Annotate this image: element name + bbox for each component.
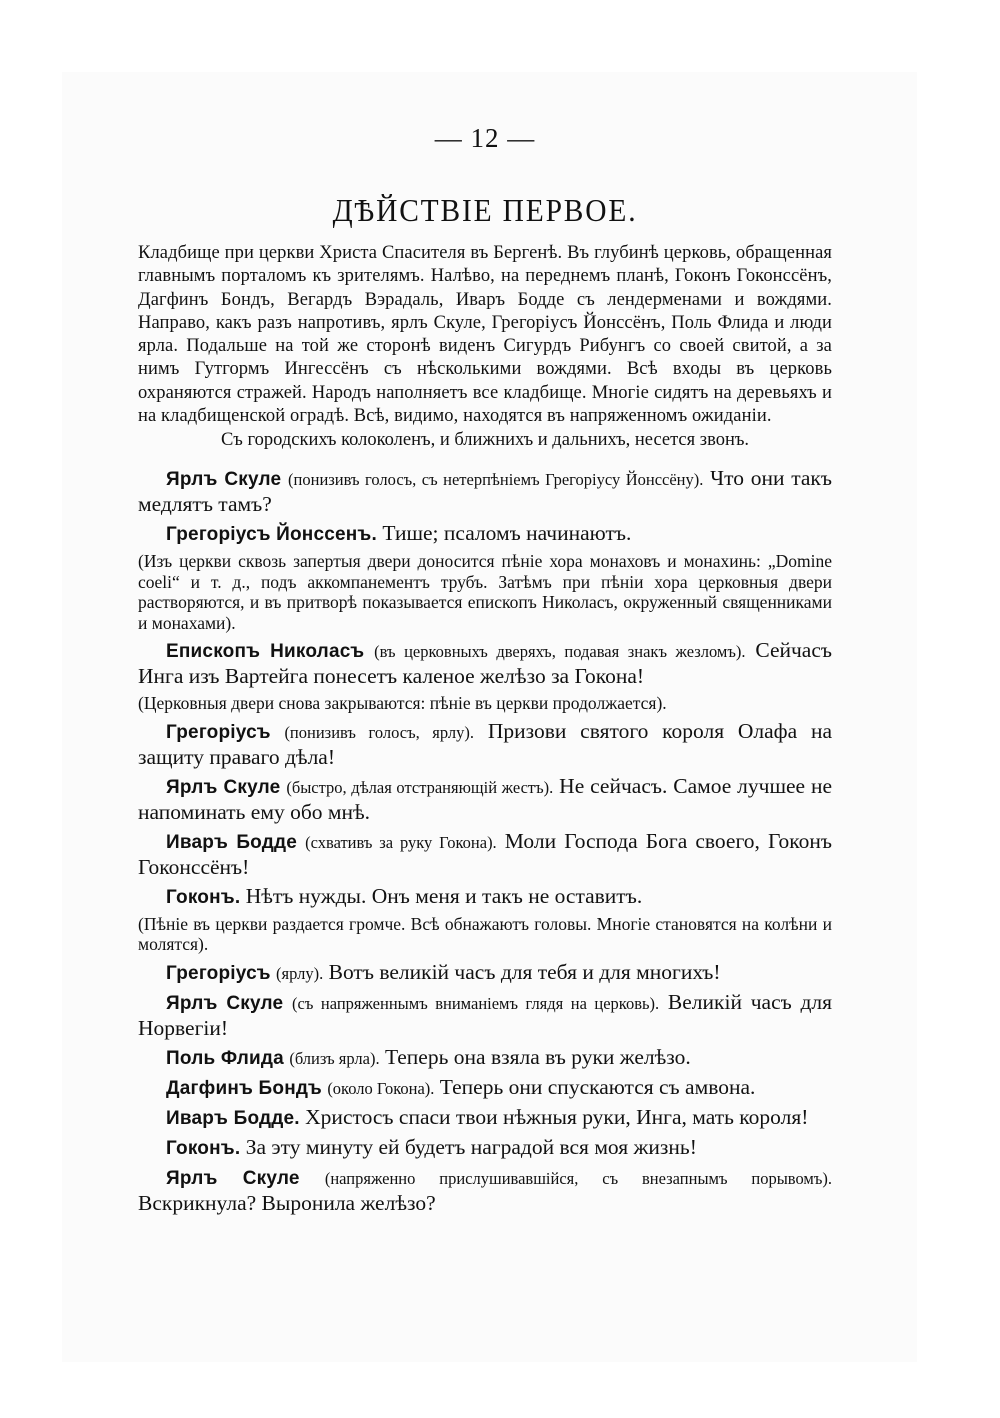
speaker-name: Гоконъ. <box>166 1137 241 1159</box>
speech-text: Моли Господа Бога своего, Гоконъ Гоконссёнъ! <box>138 828 832 879</box>
speaker-name: Грегоріусъ Йонссенъ. <box>166 524 377 546</box>
speech-text: Сейчасъ Инга изъ Вартейга понесетъ каленое желѣзо за Гокона! <box>138 638 833 689</box>
speaker-name: Грегоріусъ <box>166 962 271 984</box>
speech-line <box>138 638 832 689</box>
speech-line <box>138 1075 832 1101</box>
speaker-name: Ярлъ Скуле <box>166 469 282 491</box>
speech-line <box>138 1135 832 1161</box>
speech-line <box>138 884 832 910</box>
speech-text: Вскрикнула? Выронила желѣзо? <box>138 1190 436 1215</box>
stage-remark: (быстро, дѣлая отстраняющій жестъ). <box>286 777 554 797</box>
speaker-name: Иваръ Бодде. <box>166 1107 300 1129</box>
stage-remark: (въ церковныхъ дверяхъ, подавая знакъ жезломъ). <box>374 642 746 662</box>
stage-remark: (схвативъ за руку Гокона). <box>305 832 497 852</box>
stage-remark: (напряженно прислушивавшійся, съ внезапнымъ порывомъ). <box>324 1168 833 1188</box>
stage-setting-bells: Съ городскихъ колоколенъ, и ближнихъ и дальнихъ, несется звонъ. <box>220 430 750 451</box>
speaker-name: Гоконъ. <box>166 886 241 908</box>
speech-line <box>138 521 832 547</box>
speech-line <box>138 1105 832 1131</box>
speech-text: За эту минуту ей будетъ наградой вся моя жизнь! <box>245 1134 697 1159</box>
stage-remark: (понизивъ голосъ, ярлу). <box>284 722 475 742</box>
speech-text: Нѣтъ нужды. Онъ меня и такъ не оставитъ. <box>245 883 643 908</box>
speech-line <box>138 990 832 1041</box>
page-number: — 12 — <box>434 123 536 153</box>
speech-line <box>138 719 832 770</box>
speaker-name: Ярлъ Скуле <box>166 992 284 1014</box>
speech-text: Что они такъ медлятъ тамъ? <box>138 466 832 517</box>
stage-direction: (Изъ церкви сквозь запертыя двери доносится пѣніе хора монаховъ и монахинь: „Domine coeli“ и т. д., подъ аккомпанементъ трубъ. Затѣмъ при пѣніи хора церковныя двери растворяются, и въ притворѣ показывается епископъ Николасъ, окруженный священниками и монахами). <box>138 551 832 633</box>
page-content <box>138 118 832 1220</box>
speech-line <box>138 774 832 825</box>
speech-line <box>138 1165 832 1216</box>
speech-text: Не сейчасъ. Самое лучшее не напоминать ему обо мнѣ. <box>138 773 833 824</box>
stage-direction: (Пѣніе въ церкви раздается громче. Всѣ обнажаютъ головы. Многіе становятся на колѣни и молятся). <box>138 913 832 955</box>
speaker-name: Поль Флида <box>166 1047 284 1069</box>
stage-setting: Кладбище при церкви Христа Спасителя въ Бергенѣ. Въ глубинѣ церковь, обращенная главнымъ порталомъ къ зрителямъ. Налѣво, на переднемъ планѣ, Гоконъ Гоконсcёнъ, Дагфинъ Бондъ, Вегардъ Вэрадаль, Иваръ Бодде съ лендерменами и вождями. Направо, какъ разъ напротивъ, ярлъ Скуле, Грегоріусъ Йонссёнъ, Поль Флида и люди ярла. Подальше на той же сторонѣ виденъ Сигурдъ Рибунгъ со своей свитой, а за нимъ Гутгормъ Ингессёнъ съ нѣсколькими вождями. Всѣ входы въ церковь охраняются стражей. Народъ наполняетъ все кладбище. Многіе сидятъ на деревьяхъ и на кладбищенской оградѣ. Всѣ, видимо, находятся въ напряженномъ ожиданіи. <box>138 243 832 427</box>
speaker-name: Грегоріусъ <box>166 721 271 743</box>
speech-text: Христосъ спаси твои нѣжныя руки, Инга, мать короля! <box>305 1104 809 1129</box>
dialogue <box>138 466 832 1216</box>
speech-text: Великій часъ для Норвегіи! <box>138 989 833 1040</box>
speech-line <box>138 1045 832 1071</box>
speech-line <box>138 466 832 517</box>
speaker-name: Епископъ Николасъ <box>166 641 365 663</box>
speech-text: Призови святого короля Олафа на защиту праваго дѣла! <box>138 718 833 769</box>
stage-remark: (понизивъ голосъ, съ нетерпѣніемъ Грегоріусу Йонссёну). <box>288 470 704 490</box>
stage-remark: (близъ ярла). <box>289 1048 380 1068</box>
speaker-name: Ярлъ Скуле <box>166 1167 300 1189</box>
act-title: ДѢЙСТВІЕ ПЕРВОЕ. <box>332 192 638 228</box>
speaker-name: Дагфинъ Бондъ <box>166 1077 322 1099</box>
speaker-name: Ярлъ Скуле <box>166 776 281 798</box>
speech-line <box>138 960 832 986</box>
stage-direction: (Церковныя двери снова закрываются: пѣніе въ церкви продолжается). <box>138 693 667 714</box>
speech-text: Теперь она взяла въ руки желѣзо. <box>384 1044 691 1069</box>
stage-remark: (ярлу). <box>276 963 324 983</box>
speech-text: Вотъ великій часъ для тебя и для многихъ! <box>328 959 721 984</box>
stage-remark: (съ напряженнымъ вниманіемъ глядя на церковь). <box>292 993 660 1013</box>
stage-remark: (около Гокона). <box>327 1078 435 1098</box>
speaker-name: Иваръ Бодде <box>166 831 298 853</box>
speech-line <box>138 829 832 880</box>
speech-text: Тише; псаломъ начинаютъ. <box>382 521 632 546</box>
speech-text: Теперь они спускаются съ амвона. <box>439 1074 756 1099</box>
